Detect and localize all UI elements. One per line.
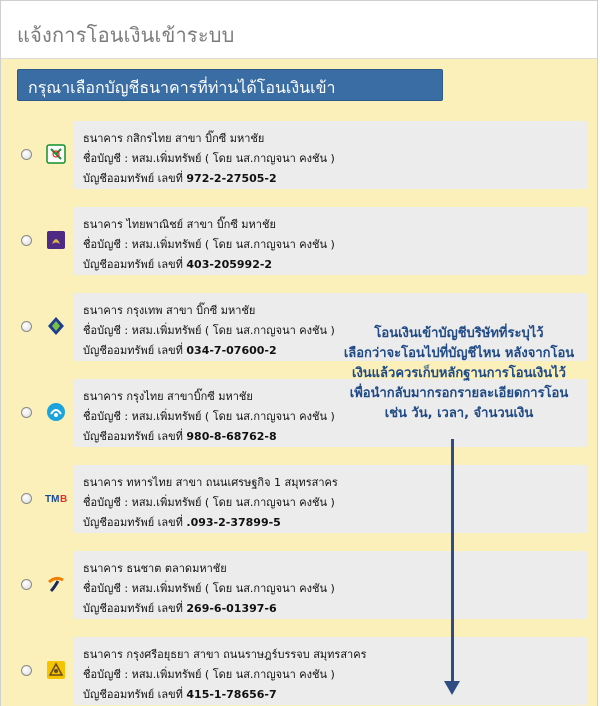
account-number-line bbox=[83, 513, 281, 531]
account-prefix: บัญชีออมทรัพย์ เลขที่ bbox=[83, 688, 187, 701]
instruction-line: เพื่อนำกลับมากรอกรายละเอียดการโอน bbox=[349, 386, 569, 401]
bank-name: ธนาคาร กรุงเทพ สาขา บิ๊กซี มหาชัย bbox=[83, 304, 256, 317]
account-holder: ชื่อบัญชี : หสม.เพิ่มทรัพย์ ( โดย นส.กาญจนา คงชัน ) bbox=[83, 324, 335, 337]
account-number: 980-8-68762-8 bbox=[186, 430, 277, 443]
account-prefix: บัญชีออมทรัพย์ เลขที่ bbox=[83, 172, 187, 185]
account-holder: ชื่อบัญชี : หสม.เพิ่มทรัพย์ ( โดย นส.กาญจนา คงชัน ) bbox=[83, 668, 335, 681]
bbl-icon bbox=[45, 315, 67, 337]
account-prefix: บัญชีออมทรัพย์ เลขที่ bbox=[83, 258, 187, 271]
instruction-text bbox=[319, 324, 599, 424]
svg-text:TM: TM bbox=[45, 494, 60, 505]
instruction-line: เลือกว่าจะโอนไปที่บัญชีไหน หลังจากโอน bbox=[343, 346, 575, 361]
account-number: 034-7-07600-2 bbox=[186, 344, 277, 357]
bank-name: ธนาคาร กรุงไทย สาขาบิ๊กซี มหาชัย bbox=[83, 390, 253, 403]
bank-row-kbank[interactable] bbox=[17, 121, 587, 189]
bank-name: ธนาคาร กสิกรไทย สาขา บิ๊กซี มหาชัย bbox=[83, 132, 265, 145]
kbank-icon bbox=[45, 143, 67, 165]
account-number-line bbox=[83, 685, 277, 703]
bank-row-tmb[interactable] bbox=[17, 465, 587, 533]
bank-card bbox=[73, 551, 587, 619]
account-number-line bbox=[83, 427, 277, 445]
bank-row-scb[interactable] bbox=[17, 207, 587, 275]
account-number: 269-6-01397-6 bbox=[186, 602, 277, 615]
account-number-line bbox=[83, 169, 277, 187]
thanachart-icon bbox=[45, 573, 67, 595]
account-holder: ชื่อบัญชี : หสม.เพิ่มทรัพย์ ( โดย นส.กาญจนา คงชัน ) bbox=[83, 410, 335, 423]
banner-text: กรุณาเลือกบัญชีธนาคารที่ท่านได้โอนเงินเข้า bbox=[28, 78, 336, 97]
ktb-icon bbox=[45, 401, 67, 423]
radio-krungsri[interactable] bbox=[21, 665, 32, 676]
radio-tmb[interactable] bbox=[21, 493, 32, 504]
bank-row-krungsri[interactable] bbox=[17, 637, 587, 705]
bank-card bbox=[73, 207, 587, 275]
account-holder: ชื่อบัญชี : หสม.เพิ่มทรัพย์ ( โดย นส.กาญจนา คงชัน ) bbox=[83, 238, 335, 251]
account-number-line bbox=[83, 599, 277, 617]
account-number: 403-205992-2 bbox=[186, 258, 273, 271]
down-arrow-line bbox=[451, 439, 454, 685]
instruction-line: เงินแล้วควรเก็บหลักฐานการโอนเงินไว้ bbox=[352, 366, 566, 381]
account-holder: ชื่อบัญชี : หสม.เพิ่มทรัพย์ ( โดย นส.กาญจนา คงชัน ) bbox=[83, 496, 335, 509]
tmb-icon bbox=[45, 487, 67, 509]
account-number: 972-2-27505-2 bbox=[186, 172, 277, 185]
radio-kbank[interactable] bbox=[21, 149, 32, 160]
select-account-banner bbox=[17, 69, 443, 101]
account-holder: ชื่อบัญชี : หสม.เพิ่มทรัพย์ ( โดย นส.กาญจนา คงชัน ) bbox=[83, 152, 335, 165]
account-prefix: บัญชีออมทรัพย์ เลขที่ bbox=[83, 344, 187, 357]
radio-thanachart[interactable] bbox=[21, 579, 32, 590]
radio-ktb[interactable] bbox=[21, 407, 32, 418]
bank-name: ธนาคาร กรุงศรีอยุธยา สาขา ถนนราษฎร์บรรจบ สมุทรสาคร bbox=[83, 648, 367, 661]
bank-name: ธนาคาร ไทยพาณิชย์ สาขา บิ๊กซี มหาชัย bbox=[83, 218, 276, 231]
radio-scb[interactable] bbox=[21, 235, 32, 246]
svg-text:B: B bbox=[60, 494, 67, 505]
arrow-down-icon bbox=[444, 681, 460, 695]
panel-header bbox=[1, 1, 597, 59]
radio-bbl[interactable] bbox=[21, 321, 32, 332]
bank-card bbox=[73, 465, 587, 533]
bank-name: ธนาคาร ทหารไทย สาขา ถนนเศรษฐกิจ 1 สมุทรสาคร bbox=[83, 476, 338, 489]
account-number-line bbox=[83, 255, 272, 273]
bank-name: ธนาคาร ธนชาต ตลาดมหาชัย bbox=[83, 562, 227, 575]
account-holder: ชื่อบัญชี : หสม.เพิ่มทรัพย์ ( โดย นส.กาญจนา คงชัน ) bbox=[83, 582, 335, 595]
account-prefix: บัญชีออมทรัพย์ เลขที่ bbox=[83, 602, 187, 615]
account-number: .093-2-37899-5 bbox=[186, 516, 281, 529]
account-prefix: บัญชีออมทรัพย์ เลขที่ bbox=[83, 430, 187, 443]
account-number: 415-1-78656-7 bbox=[186, 688, 277, 701]
bank-card bbox=[73, 121, 587, 189]
scb-icon bbox=[45, 229, 67, 251]
account-number-line bbox=[83, 341, 277, 359]
page-title: แจ้งการโอนเงินเข้าระบบ bbox=[17, 23, 235, 47]
bank-card bbox=[73, 637, 587, 705]
krungsri-icon bbox=[45, 659, 67, 681]
bank-row-thanachart[interactable] bbox=[17, 551, 587, 619]
account-prefix: บัญชีออมทรัพย์ เลขที่ bbox=[83, 516, 187, 529]
instruction-line: เช่น วัน, เวลา, จำนวนเงิน bbox=[384, 406, 534, 421]
instruction-line: โอนเงินเข้าบัญชีบริษัทที่ระบุไว้ bbox=[374, 326, 544, 341]
